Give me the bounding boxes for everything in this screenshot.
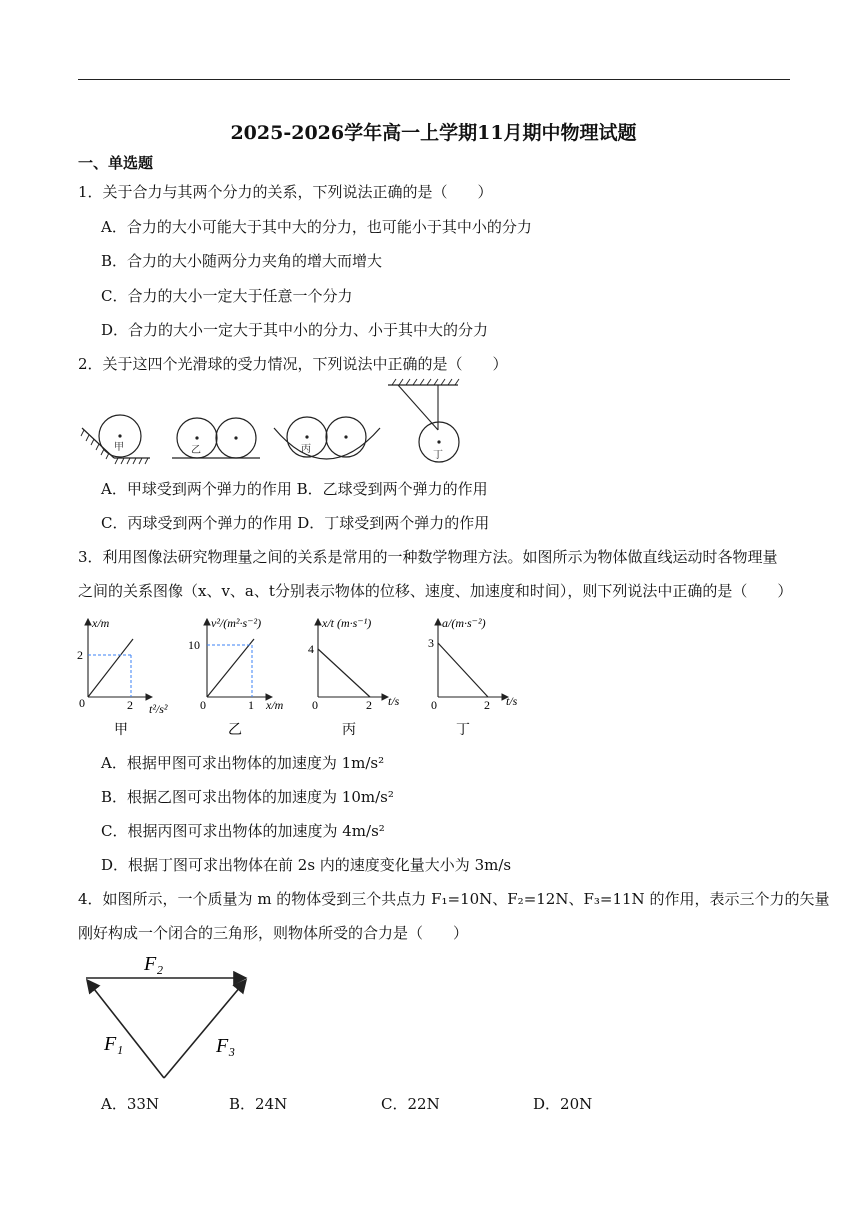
- graph-jia-caption: 甲: [114, 723, 128, 738]
- question-2-options-cd[interactable]: C．丙球受到两个弹力的作用 D．丁球受到两个弹力的作用: [101, 514, 490, 532]
- graph-ding-ylabel: a/(m·s⁻²): [442, 616, 486, 630]
- graph-ding-ytick: 3: [428, 636, 434, 650]
- force-f1-arrow: [87, 980, 164, 1078]
- graph-bing-xtick: 2: [366, 698, 372, 712]
- page-title: 2025-2026学年高一上学期11月期中物理试题: [230, 122, 637, 144]
- question-3-stem-line1: 3．利用图像法研究物理量之间的关系是常用的一种数学物理方法。如图所示为物体做直线运动时各物理量: [78, 548, 778, 566]
- question-4-option-d[interactable]: D．20N: [533, 1095, 593, 1113]
- label-f1: F₁: [104, 1033, 124, 1055]
- question-4-stem-line2: 刚好构成一个闭合的三角形，则物体所受的合力是（ ）: [78, 924, 469, 942]
- label-bing: 丙: [301, 444, 311, 455]
- question-4-force-triangle: [78, 948, 268, 1084]
- question-4-option-b[interactable]: B．24N: [229, 1095, 288, 1113]
- graph-bing-caption: 丙: [342, 723, 356, 738]
- label-jia: 甲: [114, 442, 124, 453]
- ball-jia-diagram: [81, 415, 150, 464]
- graph-ding-origin: 0: [431, 698, 437, 712]
- label-ding: 丁: [433, 450, 443, 461]
- graph-ding: [428, 616, 518, 738]
- question-1-option-d[interactable]: D．合力的大小一定大于其中小的分力、小于其中大的分力: [101, 321, 489, 339]
- graph-yi-xtick: 1: [248, 698, 254, 712]
- graph-bing-ytick: 4: [308, 642, 314, 656]
- question-2-figure: [78, 378, 478, 470]
- question-3-option-b[interactable]: B．根据乙图可求出物体的加速度为 10m/s²: [101, 788, 394, 806]
- ball-ding-diagram: [388, 379, 459, 462]
- label-f3: F₃: [216, 1035, 236, 1057]
- graph-jia-xlabel: t²/s²: [149, 702, 168, 716]
- ball-yi-diagram: [172, 418, 260, 458]
- graph-jia-ytick: 2: [77, 648, 83, 662]
- graph-jia-xtick: 2: [127, 698, 133, 712]
- question-4-option-a[interactable]: A．33N: [101, 1095, 160, 1113]
- graph-bing-ylabel: x/t (m·s⁻¹): [322, 616, 372, 630]
- header-rule: [78, 79, 790, 80]
- question-4-stem-line1: 4．如图所示，一个质量为 m 的物体受到三个共点力 F₁=10N、F₂=12N、F₃=11N 的作用，表示三个力的矢量: [78, 890, 830, 908]
- question-1-option-c[interactable]: C．合力的大小一定大于任意一个分力: [101, 287, 353, 305]
- graph-ding-caption: 丁: [456, 723, 470, 738]
- question-3-option-a[interactable]: A．根据甲图可求出物体的加速度为 1m/s²: [101, 754, 385, 772]
- question-3-option-d[interactable]: D．根据丁图可求出物体在前 2s 内的速度变化量大小为 3m/s: [101, 856, 512, 874]
- question-1-option-a[interactable]: A．合力的大小可能大于其中大的分力，也可能小于其中小的分力: [101, 218, 532, 236]
- question-1-stem: 1．关于合力与其两个分力的关系，下列说法正确的是（ ）: [78, 183, 493, 201]
- question-3-option-c[interactable]: C．根据丙图可求出物体的加速度为 4m/s²: [101, 822, 385, 840]
- ball-bing-diagram: [274, 417, 380, 459]
- graph-bing: [308, 616, 400, 738]
- label-f2: F₂: [144, 953, 164, 975]
- question-2-stem: 2．关于这四个光滑球的受力情况，下列说法中正确的是（ ）: [78, 355, 508, 373]
- force-f3-arrow: [164, 980, 246, 1078]
- graph-bing-xlabel: t/s: [388, 694, 400, 708]
- graph-yi-origin: 0: [200, 698, 206, 712]
- graph-yi: [188, 616, 284, 738]
- graph-jia-ylabel: x/m: [92, 616, 110, 630]
- question-4-option-c[interactable]: C．22N: [381, 1095, 440, 1113]
- question-3-graphs: [76, 605, 536, 740]
- graph-yi-caption: 乙: [228, 723, 242, 738]
- graph-yi-xlabel: x/m: [266, 698, 284, 712]
- graph-yi-ytick: 10: [188, 638, 200, 652]
- label-yi: 乙: [191, 445, 201, 456]
- question-1-option-b[interactable]: B．合力的大小随两分力夹角的增大而增大: [101, 252, 383, 270]
- graph-ding-xtick: 2: [484, 698, 490, 712]
- graph-yi-ylabel: v²/(m²·s⁻²): [211, 616, 262, 630]
- section-heading: 一、单选题: [78, 154, 154, 172]
- graph-jia: [77, 616, 168, 738]
- graph-bing-origin: 0: [312, 698, 318, 712]
- question-3-stem-line2: 之间的关系图像（x、v、a、t分别表示物体的位移、速度、加速度和时间），则下列说法中正确的是（ ）: [78, 582, 793, 600]
- graph-jia-origin: 0: [79, 696, 85, 710]
- question-2-options-ab[interactable]: A．甲球受到两个弹力的作用 B．乙球受到两个弹力的作用: [101, 480, 488, 498]
- graph-ding-xlabel: t/s: [506, 694, 518, 708]
